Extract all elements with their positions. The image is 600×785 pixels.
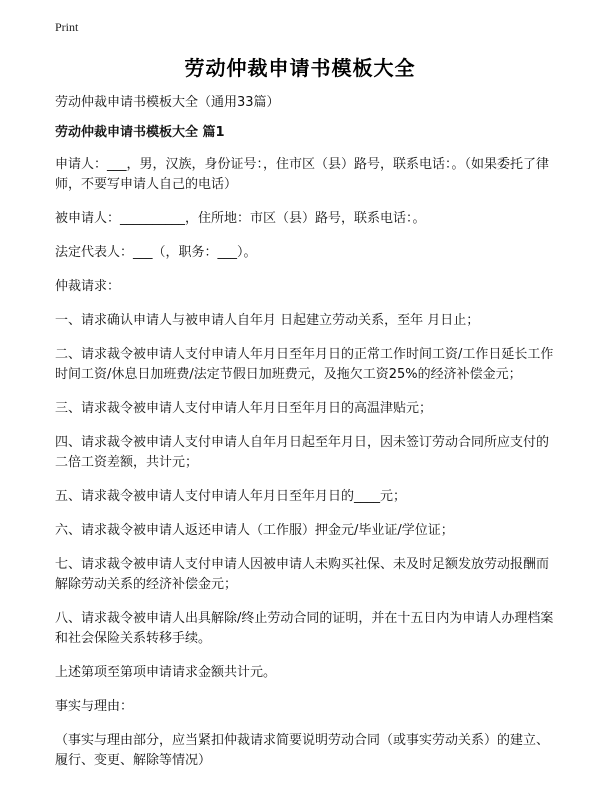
section-heading: 劳动仲裁申请书模板大全 篇1 — [55, 125, 225, 140]
paragraph-claim-7: 七、请求裁令被申请人支付申请人因被申请人未购买社保、未及时足额发放劳动报酬而解除劳动关系的经济补偿金元； — [55, 557, 550, 592]
paragraph-claim-4: 四、请求裁令被申请人支付申请人自年月日起至年月日，因未签订劳动合同所应支付的二倍工资差额，共计元； — [55, 435, 550, 470]
paragraph-legal-representative: 法定代表人：___（，职务：___）。 — [55, 245, 257, 260]
document-subtitle: 劳动仲裁申请书模板大全（通用33篇） — [55, 95, 280, 110]
paragraph-claims-total: 上述第项至第项申请请求金额共计元。 — [55, 665, 277, 680]
paragraph-facts-note: （事实与理由部分，应当紧扣仲裁请求简要说明劳动合同（或事实劳动关系）的建立、履行、变更、解除等情况） — [55, 733, 550, 768]
paragraph-claim-1: 一、请求确认申请人与被申请人自年月 日起建立劳动关系，至年 月日止； — [55, 313, 480, 328]
paragraph-claim-8: 八、请求裁令被申请人出具解除/终止劳动合同的证明，并在十五日内为申请人办理档案和社会保险关系转移手续。 — [55, 611, 554, 646]
paragraph-claim-5: 五、请求裁令被申请人支付申请人年月日至年月日的____元； — [55, 489, 407, 504]
paragraph-applicant: 申请人：___，男，汉族，身份证号：，住市区（县）路号，联系电话：。（如果委托了律师，不要写申请人自己的电话） — [55, 157, 550, 192]
page-title: 劳动仲裁申请书模板大全 — [184, 56, 416, 80]
paragraph-respondent: 被申请人：__________，住所地：市区（县）路号，联系电话：。 — [55, 211, 426, 226]
document-body — [55, 93, 555, 785]
paragraph-claim-3: 三、请求裁令被申请人支付申请人年月日至年月日的高温津贴元； — [55, 401, 433, 416]
paragraph-facts-heading: 事实与理由： — [55, 699, 134, 714]
paragraph-claim-2: 二、请求裁令被申请人支付申请人年月日至年月日的正常工作时间工资/工作日延长工作时间工资/休息日加班费/法定节假日加班费元，及拖欠工资25%的经济补偿金元； — [55, 347, 554, 382]
print-link[interactable]: Print — [55, 20, 79, 34]
paragraph-claim-6: 六、请求裁令被申请人返还申请人（工作服）押金元/毕业证/学位证； — [55, 523, 454, 538]
paragraph-claims-heading: 仲裁请求： — [55, 279, 121, 294]
